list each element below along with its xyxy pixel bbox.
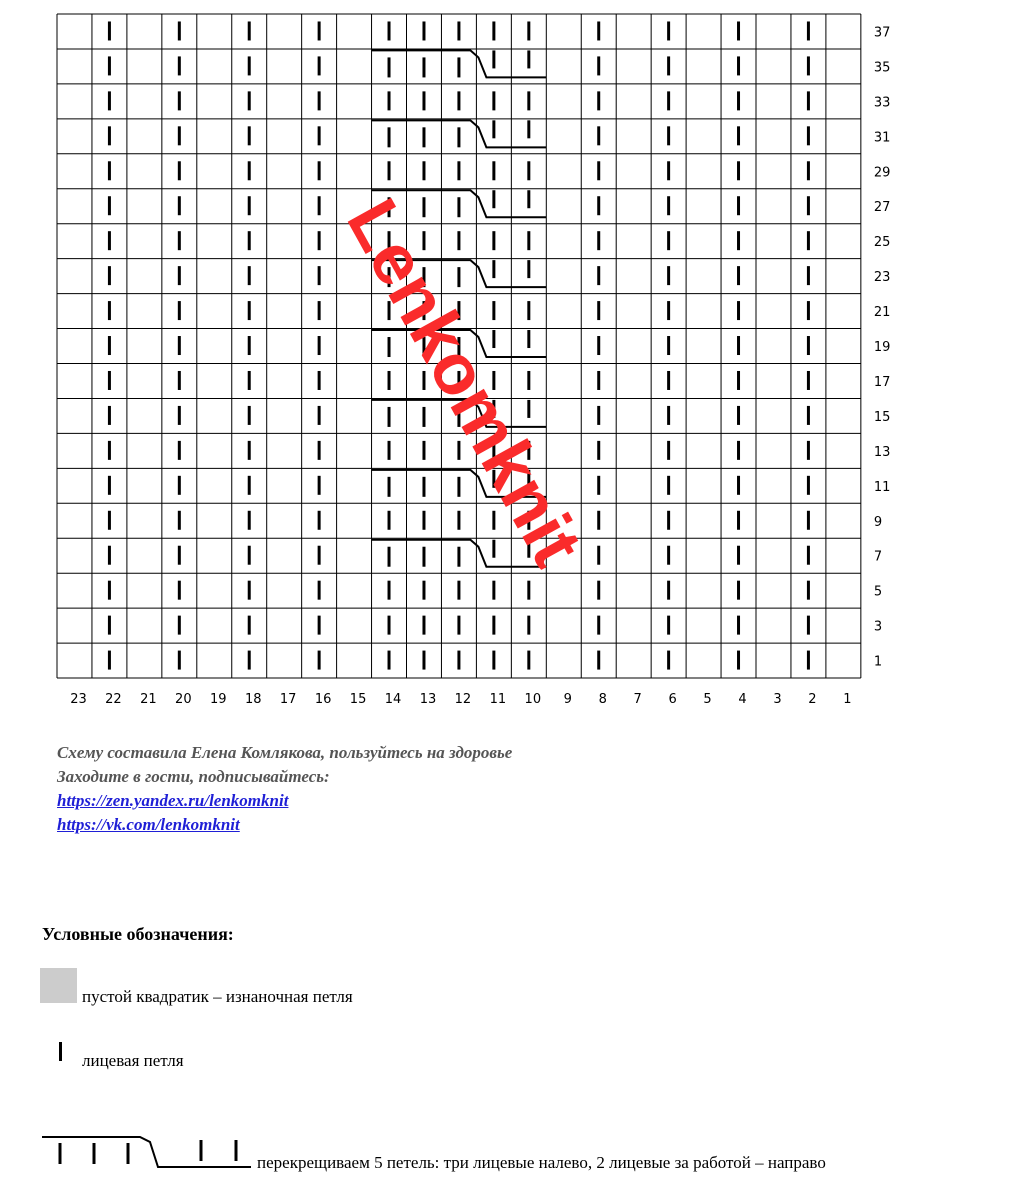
invite-text: Заходите в гости, подписывайтесь: — [57, 767, 330, 786]
row-numbers — [874, 25, 891, 669]
column-number: 20 — [175, 692, 192, 708]
column-number: 14 — [384, 692, 402, 708]
column-number: 18 — [244, 692, 262, 708]
row-number: 31 — [873, 130, 891, 146]
column-number: 12 — [454, 692, 472, 708]
vk-link[interactable]: https://vk.com/lenkomknit — [57, 815, 240, 834]
row-number: 19 — [873, 340, 891, 356]
cable-cross-icon — [40, 1134, 255, 1170]
legend-purl-text: пустой квадратик – изнаночная петля — [82, 987, 353, 1006]
column-number: 13 — [419, 692, 437, 708]
legend-cable-text: перекрещиваем 5 петель: три лицевые налево, 2 лицевые за работой – направо — [257, 1153, 826, 1172]
row-number: 37 — [873, 25, 891, 41]
column-number: 2 — [808, 692, 817, 708]
column-number: 1 — [843, 692, 852, 708]
row-number: 23 — [873, 270, 891, 286]
row-number: 29 — [873, 165, 891, 181]
row-number: 27 — [873, 200, 891, 216]
row-number: 15 — [873, 409, 891, 425]
column-number: 23 — [70, 692, 87, 708]
row-number: 21 — [873, 305, 891, 321]
row-number: 13 — [873, 444, 891, 460]
zen-link[interactable]: https://zen.yandex.ru/lenkomknit — [57, 791, 289, 810]
purl-swatch-icon — [40, 968, 77, 1003]
column-number: 4 — [738, 692, 747, 708]
column-number: 11 — [489, 692, 507, 708]
column-number: 8 — [598, 692, 607, 708]
legend-knit-text: лицевая петля — [82, 1051, 184, 1070]
row-number: 35 — [873, 60, 891, 76]
row-number: 3 — [873, 619, 883, 635]
column-number: 6 — [668, 692, 677, 708]
row-number: 7 — [873, 549, 883, 565]
column-number: 22 — [105, 692, 122, 708]
row-number: 17 — [873, 374, 891, 390]
row-number: 1 — [873, 654, 883, 670]
column-number: 7 — [633, 692, 642, 708]
row-number: 25 — [873, 235, 891, 251]
row-number: 9 — [873, 514, 883, 530]
column-numbers — [70, 692, 851, 707]
row-number: 11 — [873, 479, 891, 495]
column-number: 15 — [349, 692, 367, 708]
column-number: 17 — [279, 692, 297, 708]
row-number: 5 — [873, 584, 883, 600]
legend-title: Условные обозначения: — [42, 924, 234, 944]
column-number: 21 — [140, 692, 157, 708]
column-number: 16 — [314, 692, 332, 708]
knit-stitch-icon — [59, 1042, 62, 1061]
column-number: 10 — [524, 692, 542, 708]
column-number: 3 — [773, 692, 782, 708]
row-number: 33 — [873, 95, 891, 111]
author-credit: Схему составила Елена Комлякова, пользуйтесь на здоровье — [57, 743, 513, 762]
column-number: 9 — [563, 692, 572, 708]
author-note — [57, 741, 512, 837]
watermark: Lenkomknit — [331, 186, 598, 579]
column-number: 5 — [703, 692, 712, 708]
column-number: 19 — [210, 692, 227, 708]
